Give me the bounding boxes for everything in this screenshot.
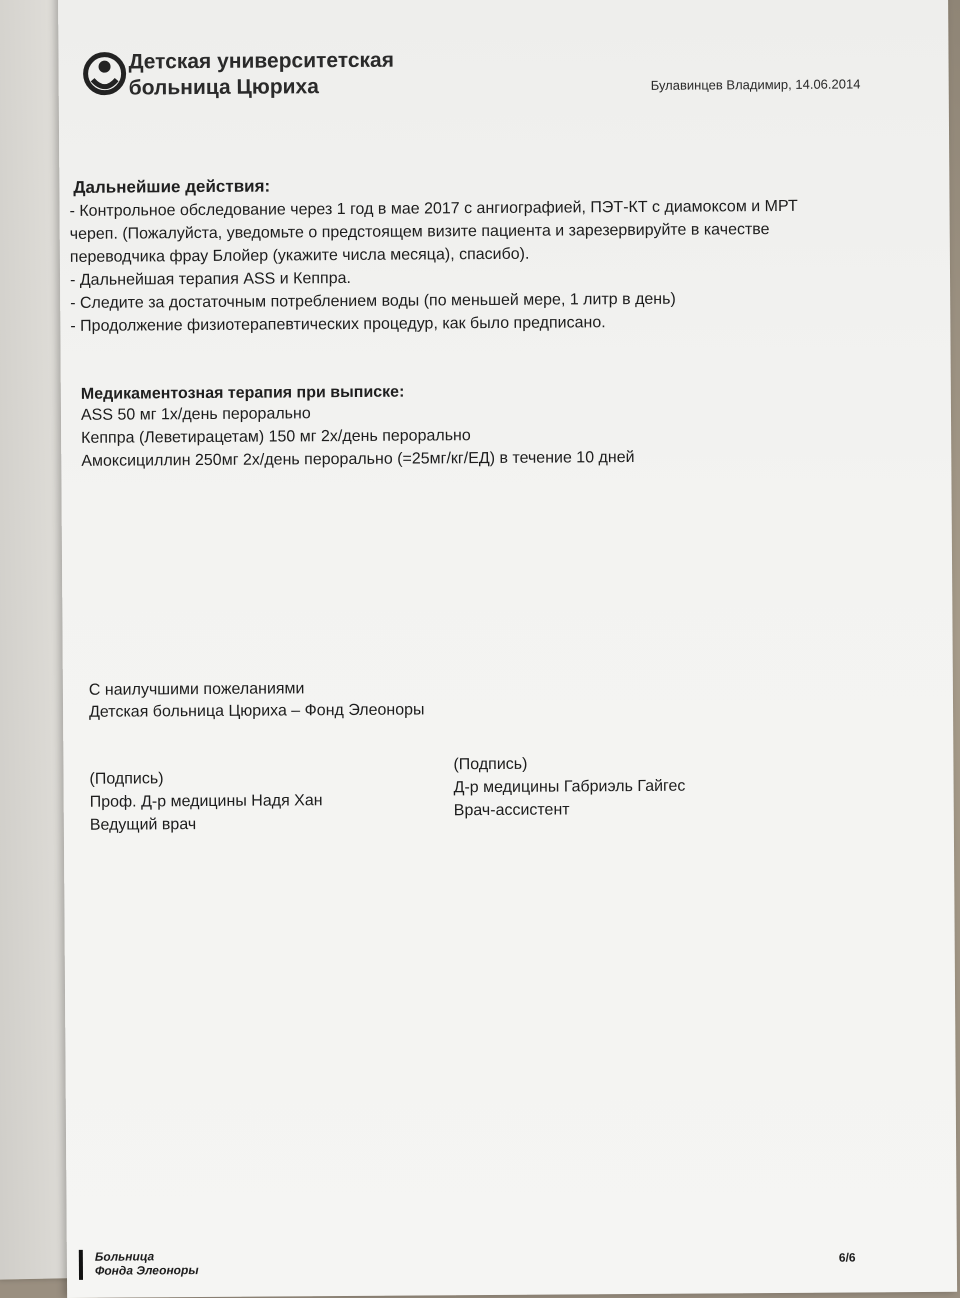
patient-date: Булавинцев Владимир, 14.06.2014 [650, 76, 861, 93]
hospital-name-line2: больница Цюриха [128, 75, 319, 100]
list-item: Амоксициллин 250мг 2х/день перорально (=25мг/кг/ЕД) в течение 10 дней [81, 448, 635, 470]
list-item: - Продолжение физиотерапевтических процедур, как было предписано. [70, 314, 606, 335]
list-item: - Следите за достаточным потреблением воды (по меньшей мере, 1 литр в день) [70, 290, 676, 312]
hospital-name-line1: Детская университетская [128, 48, 394, 74]
list-item: - Контрольное обследование через 1 год в мае 2017 с ангиографией, ПЭТ-КТ с диамоксом и МРТ [69, 197, 798, 220]
signatory-name: Проф. Д-р медицины Надя Хан [89, 792, 323, 811]
closing-greeting: С наилучшими пожеланиями [88, 680, 305, 699]
footer-bar [79, 1250, 83, 1280]
signatory-role: Врач-ассистент [453, 801, 570, 820]
signatory-name: Д-р медицины Габриэль Гайгес [453, 777, 686, 797]
footer-line1: Больница [94, 1249, 155, 1264]
signature-note: (Подпись) [89, 770, 164, 788]
closing-institution: Детская больница Цюриха – Фонд Элеоноры [88, 701, 425, 721]
signature-note: (Подпись) [453, 755, 528, 774]
hospital-logo-icon [82, 50, 126, 98]
list-item: Кеппра (Леветирацетам) 150 мг 2х/день перорально [81, 427, 471, 447]
footer-line2: Фонда Элеоноры [94, 1263, 199, 1278]
footer-brand [95, 1249, 199, 1278]
list-item: череп. (Пожалуйста, уведомьте о предстоящем визите пациента и зарезервируйте в качестве [69, 221, 770, 243]
next-steps-title: Дальнейшие действия: [73, 176, 271, 197]
list-item: ASS 50 мг 1х/день перорально [80, 405, 311, 424]
list-item: - Дальнейшая терапия ASS и Кеппра. [69, 269, 351, 289]
closing-block [89, 677, 425, 723]
discharge-meds-list [81, 400, 635, 473]
signatory-role: Ведущий врач [89, 816, 197, 834]
list-item: переводчика фрау Блойер (укажите числа месяца), спасибо). [69, 245, 530, 266]
discharge-meds-title: Медикаментозная терапия при выписке: [80, 383, 405, 403]
hospital-name [128, 48, 394, 102]
page-number: 6/6 [838, 1250, 856, 1265]
next-steps-list [69, 194, 930, 338]
signature-right [453, 752, 685, 823]
signature-left [89, 766, 322, 837]
document-page [58, 0, 957, 1298]
